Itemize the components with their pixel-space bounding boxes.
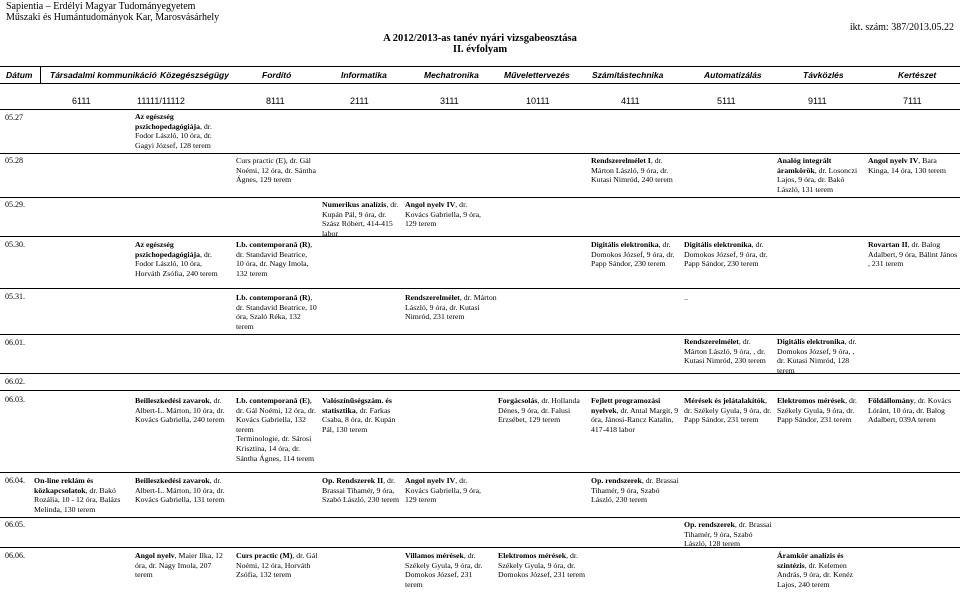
exam-details: , dr. Kelemen András, 9 óra, dr. Kenéz Lajos, 240 terem [777, 560, 853, 589]
exam-details: , dr. Brassai Tihamér, 9 óra, Szabó László, 128 terem [684, 520, 772, 549]
date-label: 06.01. [5, 338, 25, 347]
row-divider [0, 109, 960, 110]
exam-details: , Maier Ilka, 12 óra, dr. Nagy Imola, 207 terem [135, 551, 223, 580]
exam-cell [777, 396, 865, 425]
exam-details: , Bara Kinga, 14 óra, 130 terem [868, 156, 946, 175]
column-header: Társadalmi kommunikáció [50, 70, 157, 80]
exam-subject: Op. rendszerek [591, 476, 642, 485]
exam-details: , dr. Farkas Csaba, 8 óra, dr. Kupán Pál, 130 terem [322, 405, 396, 434]
exam-cell [236, 293, 318, 331]
exam-cell [777, 337, 863, 375]
row-divider [0, 288, 960, 289]
date-label: 05.31. [5, 292, 25, 301]
exam-subject: Op. rendszerek [684, 520, 735, 529]
column-header: Művelettervezés [504, 70, 570, 80]
exam-subject: Fejlett programozási nyelvek [591, 396, 661, 415]
exam-subject: Op. Rendszerek II [322, 476, 384, 485]
exam-details: , dr. Brassai Tihamér, 9 óra, Szabó László, 230 terem [322, 476, 400, 505]
exam-subject: Angol nyelv IV [405, 200, 456, 209]
program-code: 4111 [621, 96, 640, 106]
column-header: Számítástechnika [592, 70, 664, 80]
exam-details: , dr. Gál Noémi, 12 óra, dr. Kovács Gabriella, 132 terem Terminologie, dr. Sárosi Krisztina, 14 óra, dr. Sántha Ágnes, 114 terem [236, 396, 316, 463]
exam-cell [405, 200, 491, 229]
exam-details: , dr. Bakó Rozália, 10 - 12 óra, Balázs Melinda, 130 terem [34, 485, 121, 514]
exam-cell [498, 396, 588, 425]
exam-subject: Rendszerelmélet [684, 337, 739, 346]
exam-cell [684, 337, 770, 366]
exam-cell [236, 551, 318, 580]
exam-cell [591, 240, 677, 269]
exam-subject: Lb. contemporană (R) [236, 293, 311, 302]
row-divider [0, 547, 960, 548]
column-header-bar [0, 66, 960, 84]
exam-subject: Angol nyelv IV [405, 476, 456, 485]
row-divider [0, 153, 960, 154]
exam-cell [405, 551, 491, 589]
program-code: 8111 [266, 96, 285, 106]
exam-subject: Valószínűségszám. és statisztika [322, 396, 392, 415]
exam-subject: Az egészség pszichopedagógiája [135, 112, 200, 131]
institution-header [6, 1, 219, 23]
exam-details: , dr. Hollanda Dénes, 9 óra, dr. Falusi Erzsébet, 129 terem [498, 396, 580, 425]
column-header: Közegészségügy [160, 70, 229, 80]
title-line-2: II. évfolyam [452, 44, 508, 55]
program-code: 9111 [808, 96, 827, 106]
program-code: 2111 [350, 96, 369, 106]
exam-subject: Angol nyelv [135, 551, 175, 560]
exam-cell [236, 396, 318, 463]
exam-cell [591, 476, 681, 505]
exam-details: , dr. Márton László, 9 óra, dr. Kutasi Nimród, 240 terem [591, 156, 673, 185]
program-code: 6111 [72, 96, 91, 106]
program-code: 3111 [440, 96, 459, 106]
exam-cell [322, 396, 404, 434]
exam-cell [868, 156, 958, 175]
date-label: 06.03. [5, 395, 25, 404]
exam-cell [684, 293, 714, 303]
date-label: 06.05. [5, 520, 25, 529]
exam-details: , dr. Fodor László, 10 óra, dr. Gagyi József, 128 terem [135, 121, 212, 150]
exam-details: , dr. Domokos József, 9 óra, dr. Papp Sándor, 230 terem [591, 240, 675, 269]
exam-subject: Numerikus analízis [322, 200, 387, 209]
column-header: Dátum [6, 70, 33, 80]
date-label: 05.29. [5, 200, 25, 209]
exam-cell [777, 156, 863, 194]
column-header: Informatika [341, 70, 387, 80]
exam-details: , dr. Albert-L. Márton, 10 óra, dr. Kovács Gabriella, 240 terem [135, 396, 225, 425]
exam-details: , dr. Székely Gyula, 9 óra, dr. Domokos József, 231 terem [405, 551, 483, 589]
date-label: 05.30. [5, 240, 25, 249]
exam-cell [405, 293, 497, 322]
exam-details: , dr. Székely Gyula, 9 óra, dr. Papp Sándor, 231 terem [684, 396, 772, 425]
column-header: Fordító [262, 70, 292, 80]
exam-details: , dr. Kovács Lóránt, 10 óra, dr. Balog Adalbert, 039A terem [868, 396, 952, 425]
row-divider [0, 517, 960, 518]
exam-subject: Analóg integrált áramkörök [777, 156, 832, 175]
exam-details: , dr. Albert-L. Márton, 10 óra, dr. Kovács Gabriella, 131 terem [135, 476, 225, 505]
exam-details: Curs practic (E), dr. Gál Noémi, 12 óra, dr. Sántha Ágnes, 129 terem [236, 156, 316, 185]
date-label: 05.28 [5, 156, 23, 165]
institution-line-2: Műszaki és Humántudományok Kar, Marosvásárhely [6, 12, 220, 23]
exam-cell [591, 396, 681, 434]
column-header: Távközlés [803, 70, 844, 80]
program-code: 7111 [903, 96, 922, 106]
exam-subject: Az egészség pszichopedagógiája [135, 240, 200, 259]
exam-cell [34, 476, 129, 514]
exam-cell [684, 520, 772, 549]
exam-details: , dr. Domokos József, 9 óra, dr. Papp Sándor, 230 terem [684, 240, 768, 269]
exam-details: , dr. Brassai Tihamér, 9 óra, Szabó László, 230 terem [591, 476, 679, 505]
institution-line-1: Sapientia – Erdélyi Magyar Tudományegyetem [6, 1, 196, 12]
exam-subject: Digitális elektronika [684, 240, 752, 249]
exam-details: , dr. Balog Adalbert, 9 óra, Bálint János , 231 terem [868, 240, 958, 269]
exam-details: , dr. Domokos József, 9 óra, , dr. Kutasi Nimród, 128 terem [777, 337, 857, 375]
exam-cell [135, 551, 231, 580]
exam-subject: On-line reklám és közkapcsolatok [34, 476, 94, 495]
exam-subject: Mérések és jelátalakítók [684, 396, 765, 405]
exam-details: , dr. Székely Gyula, 9 óra, dr. Domokos József, 231 terem [498, 551, 586, 580]
exam-cell [236, 156, 316, 185]
column-header: Automatizálás [704, 70, 762, 80]
exam-cell [868, 396, 958, 425]
exam-cell [591, 156, 683, 185]
title-line-1: A 2012/2013-as tanév nyári vizsgabeosztása [383, 33, 577, 44]
exam-subject: Villamos mérések [405, 551, 464, 560]
exam-subject: Elektromos mérések [498, 551, 567, 560]
document-number: ikt. szám: 387/2013.05.22 [849, 22, 954, 33]
date-label: 06.04. [5, 476, 25, 485]
exam-cell [498, 551, 588, 580]
exam-cell [236, 240, 316, 278]
exam-cell [684, 396, 772, 425]
row-divider [0, 390, 960, 391]
exam-subject: Áramkör analízis és szintézis [777, 551, 844, 570]
exam-cell [322, 200, 404, 238]
exam-details: , dr. Standavid Beatrice, 10 óra, Szaló Réka, 132 terem [236, 293, 317, 331]
exam-subject: Rovartan II [868, 240, 908, 249]
exam-cell [135, 396, 231, 425]
exam-subject: Curs practic (M) [236, 551, 293, 560]
exam-details: , dr. Székely Gyula, 9 óra, dr. Papp Sándor, 231 terem [777, 396, 857, 425]
column-header: Mechatronika [424, 70, 479, 80]
exam-details: , dr. Kovács Gabriella, 9 óra, 129 terem [405, 476, 481, 505]
exam-cell [135, 240, 227, 278]
exam-subject: Elektromos mérések [777, 396, 846, 405]
exam-subject: Angol nyelv IV [868, 156, 919, 165]
row-divider [0, 472, 960, 473]
row-divider [0, 197, 960, 198]
exam-subject: Beilleszkedési zavarok [135, 476, 210, 485]
exam-details: , dr. Kupán Pál, 9 óra, dr. Szász Róbert, 414-415 labor [322, 200, 399, 238]
exam-cell [868, 240, 958, 269]
program-code: 10111 [526, 96, 550, 106]
exam-subject: Földállomány [868, 396, 914, 405]
exam-details: .. [684, 293, 688, 302]
exam-cell [135, 476, 231, 505]
program-code: 5111 [717, 96, 736, 106]
column-header: Kertészet [898, 70, 937, 80]
column-divider [40, 66, 41, 84]
exam-subject: Beilleszkedési zavarok [135, 396, 210, 405]
exam-cell [684, 240, 770, 269]
exam-subject: Rendszerelmélet [405, 293, 460, 302]
program-code: 11111/11112 [137, 96, 185, 106]
row-divider [0, 334, 960, 335]
row-divider [0, 236, 960, 237]
exam-details: , dr. Márton László, 9 óra, , dr. Kutasi Nimród, 230 terem [684, 337, 766, 366]
exam-details: , dr. Antal Margit, 9 óra, Jánosi-Rancz Katalin, 417-418 labor [591, 405, 679, 434]
exam-subject: Forgácsolás [498, 396, 538, 405]
exam-subject: Lb. contemporană (E) [236, 396, 310, 405]
date-label: 06.02. [5, 377, 25, 386]
exam-cell [777, 551, 867, 589]
document-title [0, 33, 960, 55]
exam-subject: Lb. contemporană (R) [236, 240, 311, 249]
exam-details: , dr. Gál Noémi, 12 óra, Horváth Zsófia, 132 terem [236, 551, 318, 580]
exam-details: , dr. Fodor László, 10 óra, Horváth Zsófia, 240 terem [135, 249, 218, 278]
exam-details: , dr. Standavid Beatrice, 10 óra, dr. Nagy Imola, 132 terem [236, 240, 313, 278]
date-label: 05.27 [5, 113, 23, 122]
exam-details: , dr. Márton László, 9 óra, dr. Kutasi Nimród, 231 terem [405, 293, 497, 322]
exam-subject: Digitális elektronika [777, 337, 845, 346]
exam-subject: Rendszerelmélet I [591, 156, 651, 165]
exam-cell [405, 476, 491, 505]
exam-details: , dr. Kovács Gabriella, 9 óra, 129 terem [405, 200, 481, 229]
exam-cell [322, 476, 404, 505]
exam-cell [135, 112, 230, 150]
date-label: 06.06. [5, 551, 25, 560]
exam-details: , dr. Losonczi Lajos, 9 óra, dr. Bakó László, 131 terem [777, 165, 858, 194]
exam-subject: Digitális elektronika [591, 240, 659, 249]
